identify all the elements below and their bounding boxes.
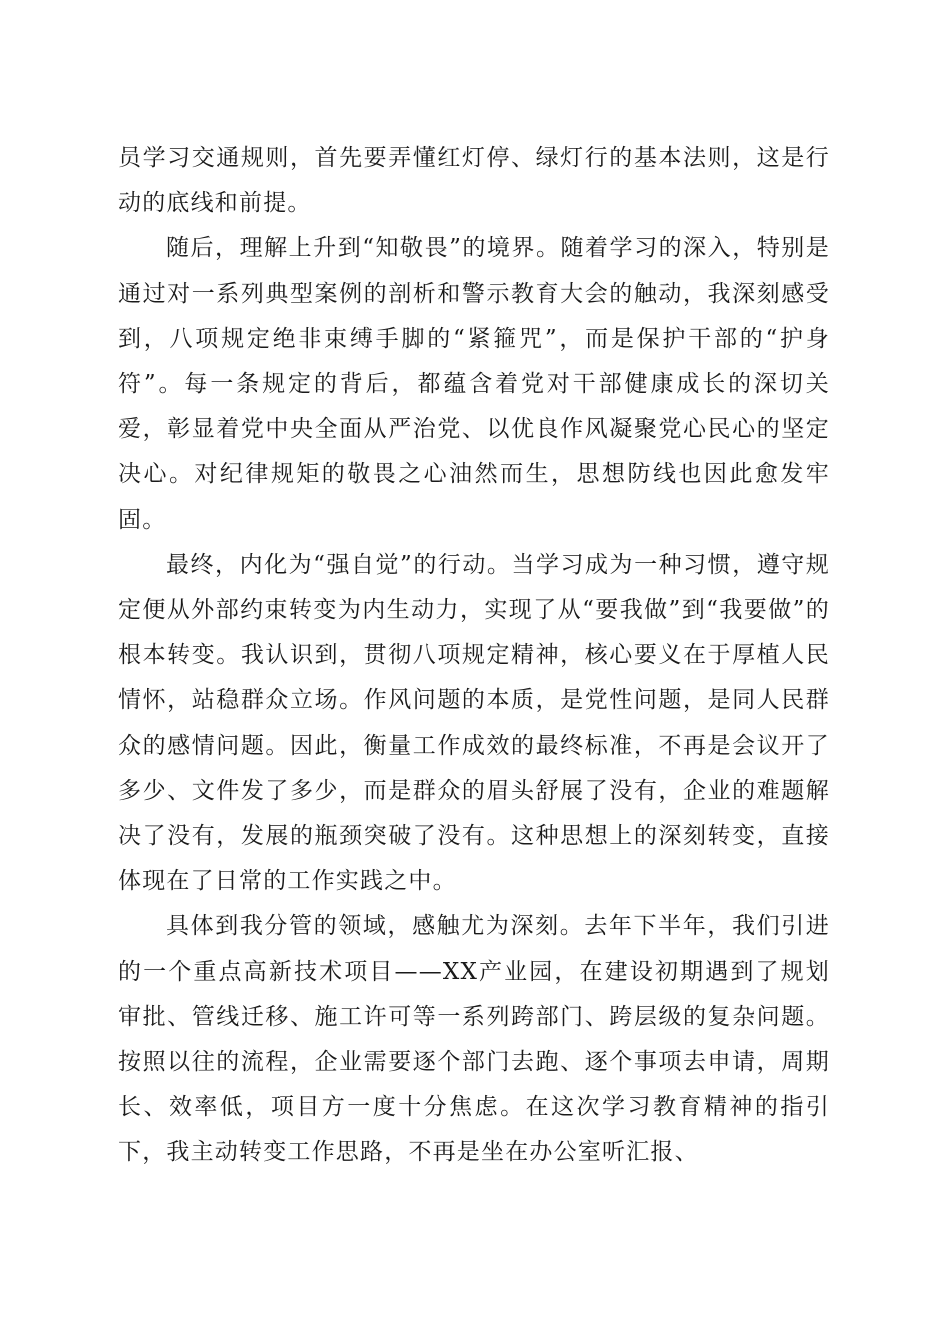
paragraph-revere: 随后，理解上升到“知敬畏”的境界。随着学习的深入，特别是通过对一系列典型案例的剖析和警示教育大会的触动，我深刻感受到，八项规定绝非束缚手脚的“紧箍咒”，而是保护干部的“护身符”。每一条规定的背后，都蕴含着党对干部健康成长的深切关爱，彰显着党中央全面从严治党、以优良作风凝聚党心民心的坚定决心。对纪律规矩的敬畏之心油然而生，思想防线也因此愈发牢固。 <box>118 235 830 533</box>
paragraph-self-discipline: 最终，内化为“强自觉”的行动。当学习成为一种习惯，遵守规定便从外部约束转变为内生动力，实现了从“要我做”到“我要做”的根本转变。我认识到，贯彻八项规定精神，核心要义在于厚植人民情怀，站稳群众立场。作风问题的本质，是党性问题，是同人民群众的感情问题。因此，衡量工作成效的最终标准，不再是会议开了多少、文件发了多少，而是群众的眉头舒展了没有，企业的难题解决了没有，发展的瓶颈突破了没有。这种思想上的深刻转变，直接体现在了日常的工作实践之中。 <box>118 551 830 895</box>
document-body <box>118 136 830 1176</box>
paragraph-practice: 具体到我分管的领域，感触尤为深刻。去年下半年，我们引进的一个重点高新技术项目——XX产业园，在建设初期遇到了规划审批、管线迁移、施工许可等一系列跨部门、跨层级的复杂问题。按照以往的流程，企业需要逐个部门去跑、逐个事项去申请，周期长、效率低，项目方一度十分焦虑。在这次学习教育精神的指引下，我主动转变工作思路，不再是坐在办公室听汇报、 <box>118 913 830 1166</box>
paragraph-continued: 员学习交通规则，首先要弄懂红灯停、绿灯行的基本法则，这是行动的底线和前提。 <box>118 145 830 217</box>
